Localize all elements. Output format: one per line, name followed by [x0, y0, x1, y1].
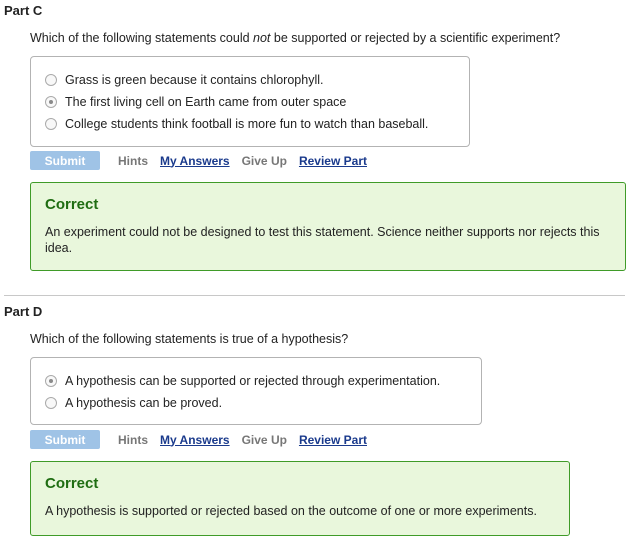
option-label: A hypothesis can be proved. [65, 396, 223, 410]
my-answers-link[interactable]: My Answers [160, 153, 230, 168]
part-d-question: Which of the following statements is true of a hypothesis? [30, 332, 349, 346]
give-up-link[interactable]: Give Up [241, 153, 287, 168]
part-c-question-before: Which of the following statements could [30, 31, 254, 45]
part-d-actions [30, 430, 379, 449]
radio-button[interactable] [45, 118, 57, 130]
part-c-option-3[interactable] [45, 113, 469, 135]
part-c-options [30, 56, 470, 147]
review-part-link[interactable]: Review Part [298, 432, 367, 447]
part-c-question [30, 31, 560, 45]
radio-button-selected[interactable] [45, 96, 57, 108]
part-d-title: Part D [4, 304, 43, 319]
section-divider [4, 295, 625, 296]
option-label: The first living cell on Earth came from outer space [65, 95, 347, 109]
part-c-option-2[interactable] [45, 91, 469, 113]
part-d-options [30, 357, 482, 425]
my-answers-link[interactable]: My Answers [160, 432, 230, 447]
feedback-text: A hypothesis is supported or rejected based on the outcome of one or more experiments. [45, 504, 537, 518]
feedback-text: An experiment could not be designed to test this statement. Science neither supports nor rejects this idea. [45, 225, 600, 255]
feedback-title: Correct [45, 475, 99, 492]
give-up-link[interactable]: Give Up [241, 432, 287, 447]
feedback-title: Correct [45, 196, 99, 213]
part-c-question-emphasis: not [253, 31, 271, 45]
review-part-link[interactable]: Review Part [298, 153, 367, 168]
submit-button[interactable]: Submit [30, 151, 100, 170]
option-label: College students think football is more fun to watch than baseball. [65, 117, 429, 131]
part-d-option-2[interactable] [45, 392, 481, 414]
option-label: Grass is green because it contains chlorophyll. [65, 73, 324, 87]
option-label: A hypothesis can be supported or rejected through experimentation. [65, 374, 441, 388]
part-c-question-after: be supported or rejected by a scientific experiment? [270, 31, 561, 45]
radio-button-selected[interactable] [45, 375, 57, 387]
part-d-feedback [30, 461, 570, 536]
hints-link[interactable]: Hints [118, 153, 148, 168]
radio-button[interactable] [45, 397, 57, 409]
part-d-option-1[interactable] [45, 370, 481, 392]
radio-button[interactable] [45, 74, 57, 86]
submit-button[interactable]: Submit [30, 430, 100, 449]
part-c-actions [30, 151, 379, 170]
part-c-title: Part C [4, 3, 43, 18]
hints-link[interactable]: Hints [118, 432, 148, 447]
part-c-feedback [30, 182, 626, 271]
part-c-option-1[interactable] [45, 69, 469, 91]
